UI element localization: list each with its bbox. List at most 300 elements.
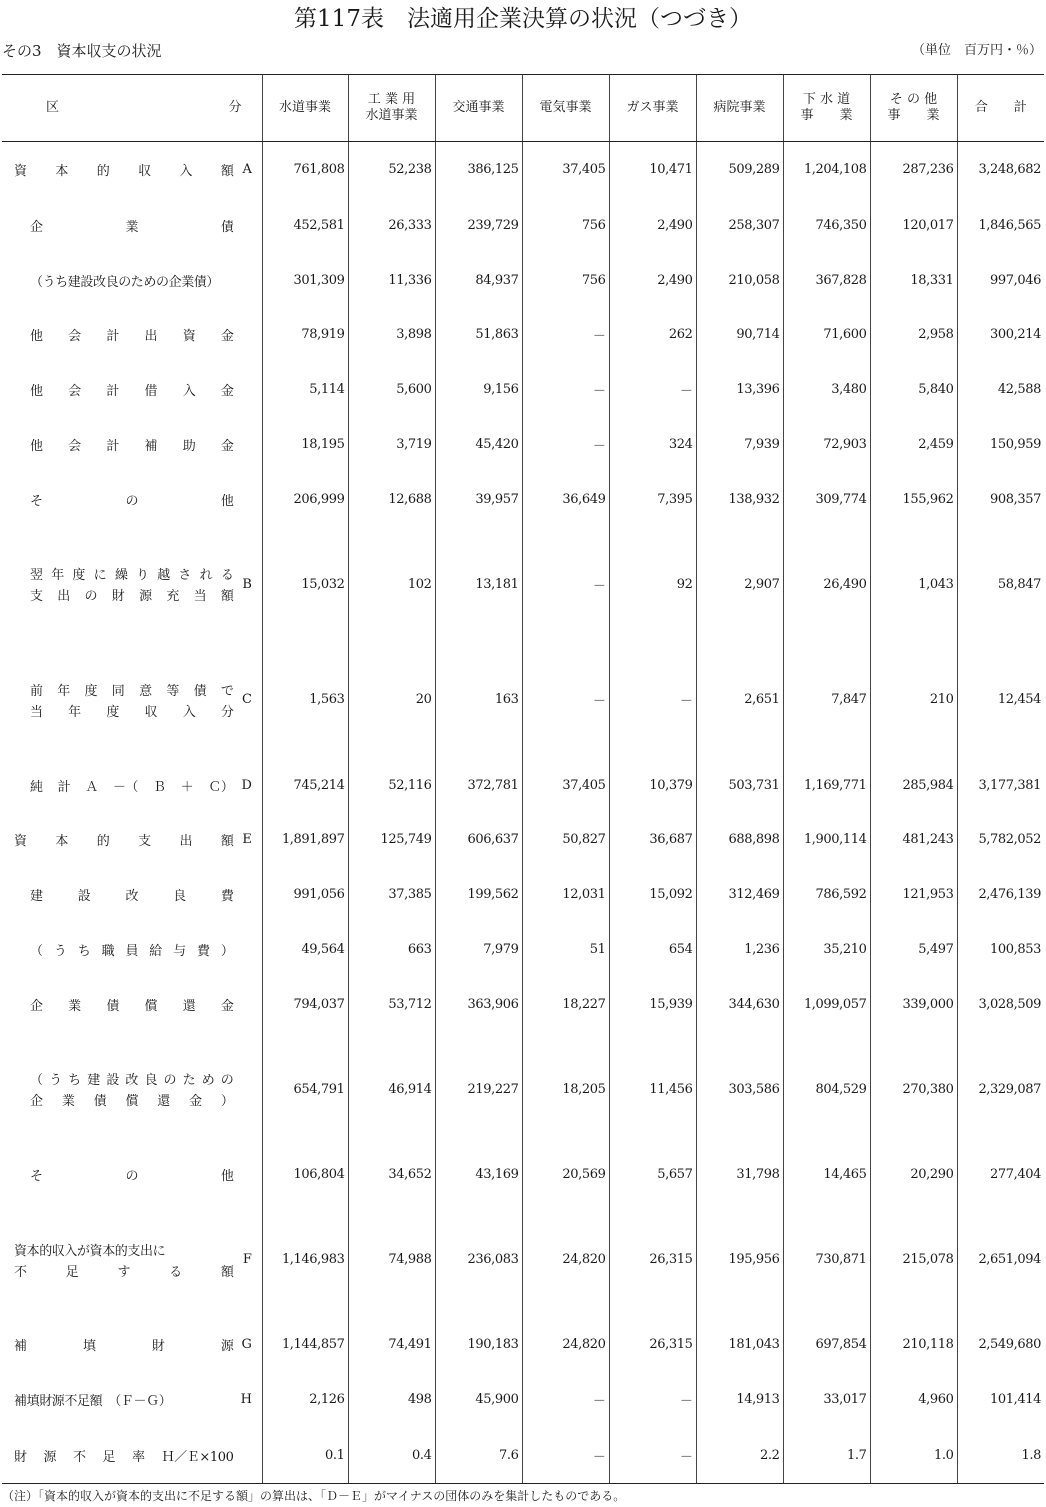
- row-label-token: 率: [132, 1449, 145, 1465]
- row-label-token: 建: [87, 1073, 100, 1089]
- value-cell: 90,714: [696, 307, 783, 362]
- value-cell: 697,854: [783, 1317, 870, 1372]
- value-cell: 2.2: [696, 1427, 783, 1483]
- value-cell: 72,903: [783, 417, 870, 472]
- row-label-line: [14, 1261, 234, 1280]
- row-label: [2, 1032, 262, 1147]
- value-cell: 363,906: [435, 977, 522, 1032]
- table-row: [2, 1372, 1044, 1427]
- row-tag: D: [241, 777, 252, 793]
- row-label-token: 額: [220, 1264, 234, 1280]
- row-label-line: [14, 1240, 234, 1259]
- row-label-token: 良: [173, 889, 186, 905]
- row-label-token: 償: [125, 1094, 139, 1110]
- value-cell: 1,043: [870, 527, 957, 642]
- value-cell: 1,900,114: [783, 812, 870, 867]
- row-label-line: [30, 680, 234, 699]
- table-row: [2, 977, 1044, 1032]
- value-cell: 24,820: [522, 1317, 609, 1372]
- header-col-line: 病院事業: [713, 100, 766, 115]
- row-label-token: ）: [220, 944, 234, 959]
- value-cell: －: [522, 642, 609, 757]
- value-cell: 12,688: [348, 472, 435, 527]
- value-cell: 49,564: [262, 922, 348, 977]
- value-cell: 52,116: [348, 758, 435, 813]
- row-label-token: 度: [84, 683, 98, 699]
- row-label-token: 設: [77, 889, 91, 905]
- row-label-token: 他: [220, 493, 234, 509]
- value-cell: 50,827: [522, 812, 609, 867]
- value-cell: 45,420: [435, 417, 522, 472]
- row-label-token: う: [49, 1073, 62, 1089]
- value-cell: －: [609, 362, 696, 417]
- row-label-token: の: [84, 589, 98, 605]
- value-cell: －: [522, 417, 609, 472]
- row-label: [2, 253, 262, 308]
- value-cell: 344,630: [696, 977, 783, 1032]
- value-cell: 53,712: [348, 977, 435, 1032]
- row-label-line: [30, 490, 234, 509]
- value-cell: 1.7: [783, 1427, 870, 1483]
- row-label-token: 助: [182, 438, 196, 454]
- table-row: [2, 1202, 1044, 1317]
- row-label-line: [30, 995, 234, 1014]
- row-label-token: 翌: [30, 568, 43, 584]
- row-label-token: 填: [82, 1339, 96, 1355]
- row-label-token: 設: [106, 1073, 119, 1089]
- row-label: [2, 1317, 262, 1372]
- value-cell: 2,490: [609, 198, 696, 253]
- row-label-token: Ａ: [85, 779, 98, 795]
- table-row: [2, 758, 1044, 813]
- value-cell: 125,749: [348, 812, 435, 867]
- row-label-token: 還: [157, 1094, 170, 1110]
- value-cell: 31,798: [696, 1147, 783, 1202]
- row-label-token: の: [125, 493, 139, 509]
- value-cell: 181,043: [696, 1317, 783, 1372]
- row-label-token: 当: [30, 704, 43, 720]
- row-label-token: 資: [14, 834, 27, 850]
- row-label-token: 職: [101, 944, 115, 959]
- row-label-token: 他: [30, 329, 43, 345]
- value-cell: 34,652: [348, 1147, 435, 1202]
- value-cell: 730,871: [783, 1202, 870, 1317]
- table-row: [2, 922, 1044, 977]
- row-label-token: ）: [220, 1094, 234, 1110]
- row-label-token: 費: [197, 944, 210, 959]
- table-row: [2, 198, 1044, 253]
- value-cell: 106,804: [262, 1147, 348, 1202]
- table-row: [2, 417, 1044, 472]
- table-title: 第117表 法適用企業決算の状況（つづき）: [294, 6, 752, 32]
- value-cell: 2,549,680: [957, 1317, 1044, 1372]
- row-label-token: Ｃ）: [208, 779, 234, 795]
- row-label-token: 純: [30, 779, 43, 795]
- row-label-token: た: [182, 1073, 196, 1089]
- value-cell: 37,405: [522, 758, 609, 813]
- row-label-token: さ: [178, 568, 192, 584]
- capital-balance-table: [2, 74, 1044, 1484]
- row-label-token: 入: [179, 164, 193, 180]
- row-label-token: 財: [111, 589, 125, 605]
- value-cell: 1,563: [262, 642, 348, 757]
- header-col-8: [957, 75, 1044, 142]
- value-cell: 18,227: [522, 977, 609, 1032]
- header-col-line: 事 業: [800, 108, 853, 123]
- row-label-token: 的: [96, 834, 110, 850]
- value-cell: 1.0: [870, 1427, 957, 1483]
- value-cell: 503,731: [696, 758, 783, 813]
- header-col-6: [783, 75, 870, 142]
- row-label-line: [30, 435, 234, 454]
- row-label: [2, 362, 262, 417]
- row-label-token: 額: [220, 834, 234, 850]
- value-cell: 120,017: [870, 198, 957, 253]
- row-label-token: 借: [144, 384, 158, 400]
- value-cell: 26,490: [783, 527, 870, 642]
- row-label: [2, 642, 262, 757]
- row-label-token: 同: [111, 683, 125, 699]
- value-cell: 0.1: [262, 1427, 348, 1483]
- value-cell: 1.8: [957, 1427, 1044, 1483]
- value-cell: 452,581: [262, 198, 348, 253]
- value-cell: 606,637: [435, 812, 522, 867]
- value-cell: 92: [609, 527, 696, 642]
- row-label-token: 計: [106, 384, 119, 400]
- row-label-line: [30, 701, 234, 720]
- value-cell: 786,592: [783, 867, 870, 922]
- table-row: [2, 1427, 1044, 1483]
- value-cell: 7,979: [435, 922, 522, 977]
- header-kubun-left: 区: [46, 100, 60, 115]
- value-cell: 10,471: [609, 142, 696, 198]
- row-label-token: 充: [166, 589, 179, 605]
- value-cell: －: [522, 527, 609, 642]
- value-cell: 2,651: [696, 642, 783, 757]
- value-cell: 1,099,057: [783, 977, 870, 1032]
- row-label-token: 支: [30, 589, 43, 605]
- value-cell: 190,183: [435, 1317, 522, 1372]
- value-cell: 386,125: [435, 142, 522, 198]
- row-label-line: [30, 564, 234, 583]
- value-cell: 51: [522, 922, 609, 977]
- value-cell: 5,782,052: [957, 812, 1044, 867]
- value-cell: 58,847: [957, 527, 1044, 642]
- value-cell: 26,315: [609, 1317, 696, 1372]
- row-label-line: [14, 830, 234, 849]
- row-label-token: 本: [55, 834, 68, 850]
- value-cell: 2,651,094: [957, 1202, 1044, 1317]
- value-cell: 102: [348, 527, 435, 642]
- row-label-token: 足: [65, 1264, 79, 1280]
- value-cell: 15,092: [609, 867, 696, 922]
- row-label-line: [30, 380, 234, 399]
- value-cell: 5,600: [348, 362, 435, 417]
- value-cell: －: [609, 1372, 696, 1427]
- row-label-token: 与: [173, 944, 186, 959]
- value-cell: 285,984: [870, 758, 957, 813]
- value-cell: 2,476,139: [957, 867, 1044, 922]
- header-col-line: 交通事業: [452, 100, 505, 115]
- row-label-token: 資: [182, 329, 196, 345]
- unit-label: （単位 百万円・％）: [911, 43, 1042, 58]
- value-cell: 3,028,509: [957, 977, 1044, 1032]
- row-label-token: 会: [68, 438, 81, 454]
- row-label-token: 員: [125, 944, 139, 959]
- row-label-token: ＋: [180, 779, 194, 795]
- value-cell: 101,414: [957, 1372, 1044, 1427]
- value-cell: 26,315: [609, 1202, 696, 1317]
- header-col-line: 事 業: [887, 108, 940, 123]
- row-tag: A: [242, 162, 252, 178]
- value-cell: 18,331: [870, 253, 957, 308]
- value-cell: 210,058: [696, 253, 783, 308]
- row-label-token: 入: [182, 384, 196, 400]
- row-label: [2, 417, 262, 472]
- value-cell: 481,243: [870, 812, 957, 867]
- value-cell: 1,846,565: [957, 198, 1044, 253]
- row-label-token: の: [125, 1169, 139, 1185]
- row-label-token: す: [117, 1264, 131, 1280]
- row-label-token: 債: [220, 219, 234, 235]
- value-cell: 199,562: [435, 867, 522, 922]
- value-cell: 20,290: [870, 1147, 957, 1202]
- row-label-line: [30, 940, 234, 959]
- value-cell: 312,469: [696, 867, 783, 922]
- value-cell: 71,600: [783, 307, 870, 362]
- row-label-token: 源: [43, 1449, 57, 1465]
- header-col-line: 電気事業: [539, 100, 592, 115]
- header-col-line: 合 計: [974, 100, 1027, 115]
- row-label-token: そ: [30, 1169, 43, 1185]
- row-label-token: 意: [139, 683, 152, 699]
- row-label-line: [30, 1165, 234, 1184]
- value-cell: 13,181: [435, 527, 522, 642]
- value-cell: 45,900: [435, 1372, 522, 1427]
- row-label: [2, 142, 262, 198]
- row-label-token: 業: [68, 998, 81, 1014]
- row-label-token: ち: [77, 944, 91, 959]
- header-col-2: [435, 75, 522, 142]
- header-col-line: 工 業 用: [367, 92, 416, 107]
- row-label-token: 出: [57, 589, 70, 605]
- row-label-line: [30, 1090, 234, 1109]
- value-cell: 215,078: [870, 1202, 957, 1317]
- value-cell: 3,177,381: [957, 758, 1044, 813]
- row-tag: F: [242, 1252, 252, 1268]
- row-label-token: る: [169, 1264, 182, 1280]
- row-label-token: る: [220, 568, 234, 584]
- value-cell: 339,000: [870, 977, 957, 1032]
- value-cell: 42,588: [957, 362, 1044, 417]
- value-cell: 12,031: [522, 867, 609, 922]
- row-tag: H: [240, 1392, 252, 1408]
- row-label: [2, 307, 262, 362]
- value-cell: 24,820: [522, 1202, 609, 1317]
- row-label-token: 建: [30, 889, 43, 905]
- row-label-token: 収: [138, 164, 151, 180]
- value-cell: 206,999: [262, 472, 348, 527]
- value-cell: 11,336: [348, 253, 435, 308]
- value-cell: 277,404: [957, 1147, 1044, 1202]
- header-col-line: 水道事業: [278, 100, 331, 115]
- row-label-token: 費: [220, 889, 234, 905]
- value-cell: 5,840: [870, 362, 957, 417]
- value-cell: 3,248,682: [957, 142, 1044, 198]
- value-cell: 26,333: [348, 198, 435, 253]
- row-label-token: 補填財源不足額 （Ｆ－Ｇ）: [14, 1394, 172, 1410]
- row-label-token: 債: [193, 683, 207, 699]
- header-col-line: 下 水 道: [802, 92, 851, 107]
- value-cell: 756: [522, 198, 609, 253]
- value-cell: 195,956: [696, 1202, 783, 1317]
- value-cell: 908,357: [957, 472, 1044, 527]
- row-label-token: 償: [144, 998, 158, 1014]
- value-cell: 10,379: [609, 758, 696, 813]
- row-tag: C: [241, 692, 252, 708]
- row-label-token: 金: [220, 998, 234, 1014]
- row-label-line: [14, 160, 234, 179]
- row-tag: B: [242, 576, 252, 592]
- header-col-0: [262, 75, 348, 142]
- row-label-token: 出: [144, 329, 158, 345]
- header-col-7: [870, 75, 957, 142]
- value-cell: 84,937: [435, 253, 522, 308]
- header-col-line: ガス事業: [626, 100, 679, 115]
- row-label-token: 当: [193, 589, 207, 605]
- value-cell: 1,236: [696, 922, 783, 977]
- value-cell: 7.6: [435, 1427, 522, 1483]
- row-label-token: Ｂ: [153, 779, 166, 795]
- row-label-token: 他: [220, 1169, 234, 1185]
- row-label-token: に: [93, 568, 107, 584]
- value-cell: 4,960: [870, 1372, 957, 1427]
- row-label-token: 財: [14, 1449, 27, 1465]
- value-cell: 20,569: [522, 1147, 609, 1202]
- table-row: [2, 642, 1044, 757]
- row-label-token: 債: [106, 998, 119, 1014]
- header-col-3: [522, 75, 609, 142]
- value-cell: 210,118: [870, 1317, 957, 1372]
- header-col-line: そ の 他: [889, 92, 938, 107]
- row-label-token: （: [30, 944, 43, 959]
- row-label-token: 年: [68, 704, 81, 720]
- value-cell: 262: [609, 307, 696, 362]
- row-label-token: 資: [14, 164, 27, 180]
- table-row: [2, 307, 1044, 362]
- row-label-token: 債: [93, 1094, 107, 1110]
- table-row: [2, 812, 1044, 867]
- table-body: [2, 142, 1044, 1484]
- row-label-token: の: [163, 1073, 177, 1089]
- header-col-4: [609, 75, 696, 142]
- value-cell: 18,205: [522, 1032, 609, 1147]
- row-label-line: [30, 1069, 234, 1088]
- row-label-line: [30, 271, 234, 290]
- row-label-line: [30, 325, 234, 344]
- row-label-token: ち: [68, 1073, 81, 1089]
- row-label: [2, 977, 262, 1032]
- row-label-token: 出: [179, 834, 193, 850]
- row-tag: G: [241, 1337, 252, 1353]
- table-row: [2, 142, 1044, 198]
- value-cell: 1,169,771: [783, 758, 870, 813]
- value-cell: 2,907: [696, 527, 783, 642]
- value-cell: 2,329,087: [957, 1032, 1044, 1147]
- row-label-token: 度: [106, 704, 119, 720]
- row-label-token: 資本的収入が資本的支出に: [14, 1243, 166, 1259]
- footnote: （注）「資本的収入が資本的支出に不足する額」の算出は、「Ｄ－Ｅ」がマイナスの団体のみを集計したものである。: [2, 1489, 626, 1503]
- value-cell: 756: [522, 253, 609, 308]
- value-cell: 2,958: [870, 307, 957, 362]
- row-label: [2, 1427, 262, 1483]
- value-cell: 20: [348, 642, 435, 757]
- row-label-token: 的: [96, 164, 110, 180]
- header-col-5: [696, 75, 783, 142]
- row-label-line: [14, 1335, 234, 1354]
- value-cell: 0.4: [348, 1427, 435, 1483]
- value-cell: 270,380: [870, 1032, 957, 1147]
- value-cell: 39,957: [435, 472, 522, 527]
- value-cell: 2,459: [870, 417, 957, 472]
- row-label-line: [30, 776, 234, 795]
- row-label-token: 企: [30, 998, 43, 1014]
- header-row: [2, 75, 1044, 142]
- header-kubun-right: 分: [228, 100, 242, 115]
- table-row: [2, 362, 1044, 417]
- row-label: [2, 1147, 262, 1202]
- value-cell: 18,195: [262, 417, 348, 472]
- value-cell: 1,144,857: [262, 1317, 348, 1372]
- value-cell: －: [609, 642, 696, 757]
- table-row: [2, 527, 1044, 642]
- row-label-token: 年: [57, 683, 70, 699]
- row-label-token: め: [201, 1073, 215, 1089]
- value-cell: 5,497: [870, 922, 957, 977]
- value-cell: 746,350: [783, 198, 870, 253]
- value-cell: 7,395: [609, 472, 696, 527]
- header-col-line: 水道事業: [365, 108, 418, 123]
- value-cell: 37,405: [522, 142, 609, 198]
- table-row: [2, 1147, 1044, 1202]
- value-cell: 35,210: [783, 922, 870, 977]
- row-label-token: 還: [182, 998, 196, 1014]
- row-label-token: 収: [144, 704, 158, 720]
- row-label-token: 不: [73, 1449, 86, 1465]
- value-cell: 804,529: [783, 1032, 870, 1147]
- table-row: [2, 472, 1044, 527]
- row-label-token: の: [220, 1073, 234, 1089]
- row-label-token: 額: [220, 164, 234, 180]
- row-label: [2, 1372, 262, 1427]
- value-cell: 1,146,983: [262, 1202, 348, 1317]
- value-cell: 14,913: [696, 1372, 783, 1427]
- table-row: [2, 867, 1044, 922]
- row-tag: E: [242, 832, 252, 848]
- value-cell: 303,586: [696, 1032, 783, 1147]
- row-label-token: 分: [220, 704, 234, 720]
- table-row: [2, 1032, 1044, 1147]
- value-cell: 219,227: [435, 1032, 522, 1147]
- value-cell: 5,114: [262, 362, 348, 417]
- table-subtitle: その3 資本収支の状況: [2, 42, 162, 60]
- value-cell: 74,491: [348, 1317, 435, 1372]
- value-cell: 3,898: [348, 307, 435, 362]
- row-label-token: 改: [125, 889, 139, 905]
- value-cell: 301,309: [262, 253, 348, 308]
- value-cell: 12,454: [957, 642, 1044, 757]
- value-cell: 745,214: [262, 758, 348, 813]
